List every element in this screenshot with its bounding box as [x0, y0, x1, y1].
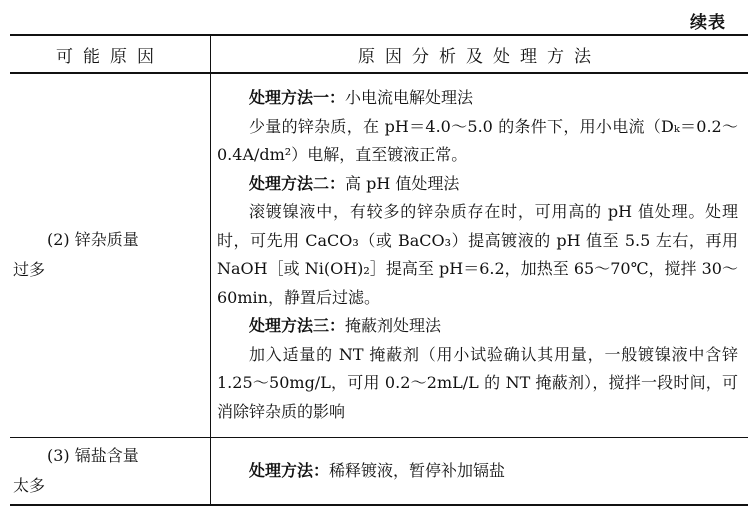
method-label: 处理方法：	[249, 460, 330, 480]
treatment-table	[10, 34, 748, 506]
method-name: 掩蔽剂处理法	[345, 316, 442, 336]
method-label: 处理方法三：	[249, 316, 346, 336]
method-name: 小电流电解处理法	[345, 88, 474, 108]
method-heading	[217, 457, 738, 486]
cause-line: 太多	[13, 475, 46, 495]
analysis-cell	[211, 73, 749, 437]
method-body: 少量的锌杂质，在 pH＝4.0～5.0 的条件下，用小电流（Dₖ＝0.2～0.4A/dm²）电解，直至镀液正常。	[217, 116, 738, 165]
method-label: 处理方法二：	[249, 173, 346, 193]
method-heading	[217, 84, 738, 113]
method-name: 稀释镀液，暂停补加镉盐	[329, 460, 506, 480]
table-row-cadmium	[10, 437, 748, 505]
header-analysis-and-treatment: 原因分析及处理方法	[211, 35, 749, 73]
analysis-cell	[211, 437, 749, 505]
method-name: 高 pH 值处理法	[345, 173, 460, 193]
cause-cell	[10, 437, 211, 505]
method-heading	[217, 170, 738, 199]
cause-line: 过多	[13, 260, 46, 280]
table-header-row	[10, 35, 748, 73]
cause-line: (3) 镉盐含量	[47, 445, 139, 465]
header-possible-cause: 可能原因	[10, 35, 211, 73]
cause-line: (2) 锌杂质量	[47, 230, 139, 250]
method-body: 加入适量的 NT 掩蔽剂（用小试验确认其用量，一般镀镍液中含锌 1.25～50mg/L，可用 0.2～2mL/L 的 NT 掩蔽剂），搅拌一段时间，可消除锌杂质的影响	[217, 344, 738, 421]
table-row-zinc	[10, 73, 748, 437]
method-heading	[217, 312, 738, 341]
method-label: 处理方法一：	[249, 88, 346, 108]
continued-label: 续表	[690, 13, 726, 33]
method-body: 滚镀镍液中，有较多的锌杂质存在时，可用高的 pH 值处理。处理时，可先用 CaCO₃（或 BaCO₃）提高镀液的 pH 值至 5.5 左右，再用 NaOH［或 Ni(OH)₂］提高至 pH＝6.2，加热至 65～70℃，搅拌 30～60min，静置后过滤。	[217, 202, 738, 307]
cause-cell	[10, 73, 211, 437]
